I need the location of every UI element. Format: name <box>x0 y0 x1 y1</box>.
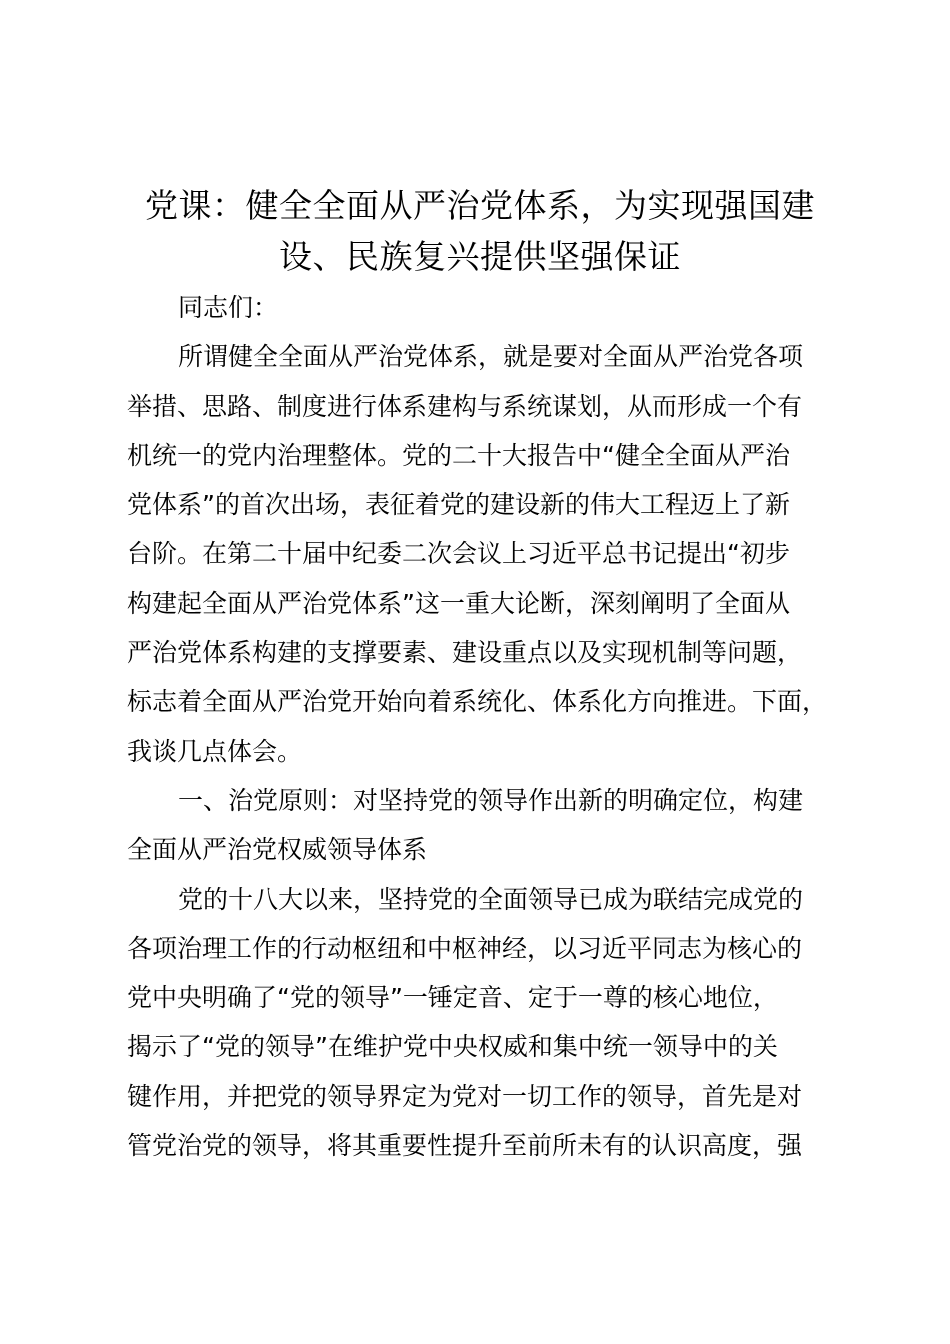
title-line: 设、民族复兴提供坚强保证 <box>279 237 681 276</box>
paragraph-line: 全面从严治党权威领导体系 <box>127 835 428 865</box>
title-line: 党课：健全全面从严治党体系，为实现强国建 <box>145 186 815 225</box>
paragraph-line: 党中央明确了“党的领导”一锤定音、定于一尊的核心地位， <box>127 983 778 1013</box>
paragraph-line: 揭示了“党的领导”在维护党中央权威和集中统一领导中的关 <box>127 1032 778 1062</box>
paragraph-line: 台阶。在第二十届中纪委二次会议上习近平总书记提出“初步 <box>127 539 790 569</box>
paragraph-line: 一、治党原则：对坚持党的领导作出新的明确定位，构建 <box>178 785 804 815</box>
paragraph-line: 构建起全面从严治党体系”这一重大论断，深刻阐明了全面从 <box>127 588 790 618</box>
paragraph-line: 党的十八大以来，坚持党的全面领导已成为联结完成党的 <box>178 884 804 914</box>
paragraph-line: 键作用，并把党的领导界定为党对一切工作的领导，首先是对 <box>127 1081 803 1111</box>
paragraph-line: 同志们： <box>178 293 279 322</box>
paragraph-line: 所谓健全全面从严治党体系，就是要对全面从严治党各项 <box>178 342 804 372</box>
document-body <box>127 283 839 1170</box>
paragraph-line: 标志着全面从严治党开始向着系统化、体系化方向推进。下面， <box>127 687 828 717</box>
document-title <box>120 180 840 282</box>
paragraph-line: 举措、思路、制度进行体系建构与系统谋划，从而形成一个有 <box>127 391 803 421</box>
paragraph-line: 各项治理工作的行动枢纽和中枢神经，以习近平同志为核心的 <box>127 933 803 963</box>
paragraph-line: 我谈几点体会。 <box>127 736 303 766</box>
paragraph-line: 管党治党的领导，将其重要性提升至前所未有的认识高度，强 <box>127 1131 803 1161</box>
paragraph-line: 严治党体系构建的支撑要素、建设重点以及实现机制等问题， <box>127 638 803 668</box>
paragraph-line: 机统一的党内治理整体。党的二十大报告中“健全全面从严治 <box>127 440 790 470</box>
paragraph-line: 党体系”的首次出场，表征着党的建设新的伟大工程迈上了新 <box>127 490 790 520</box>
